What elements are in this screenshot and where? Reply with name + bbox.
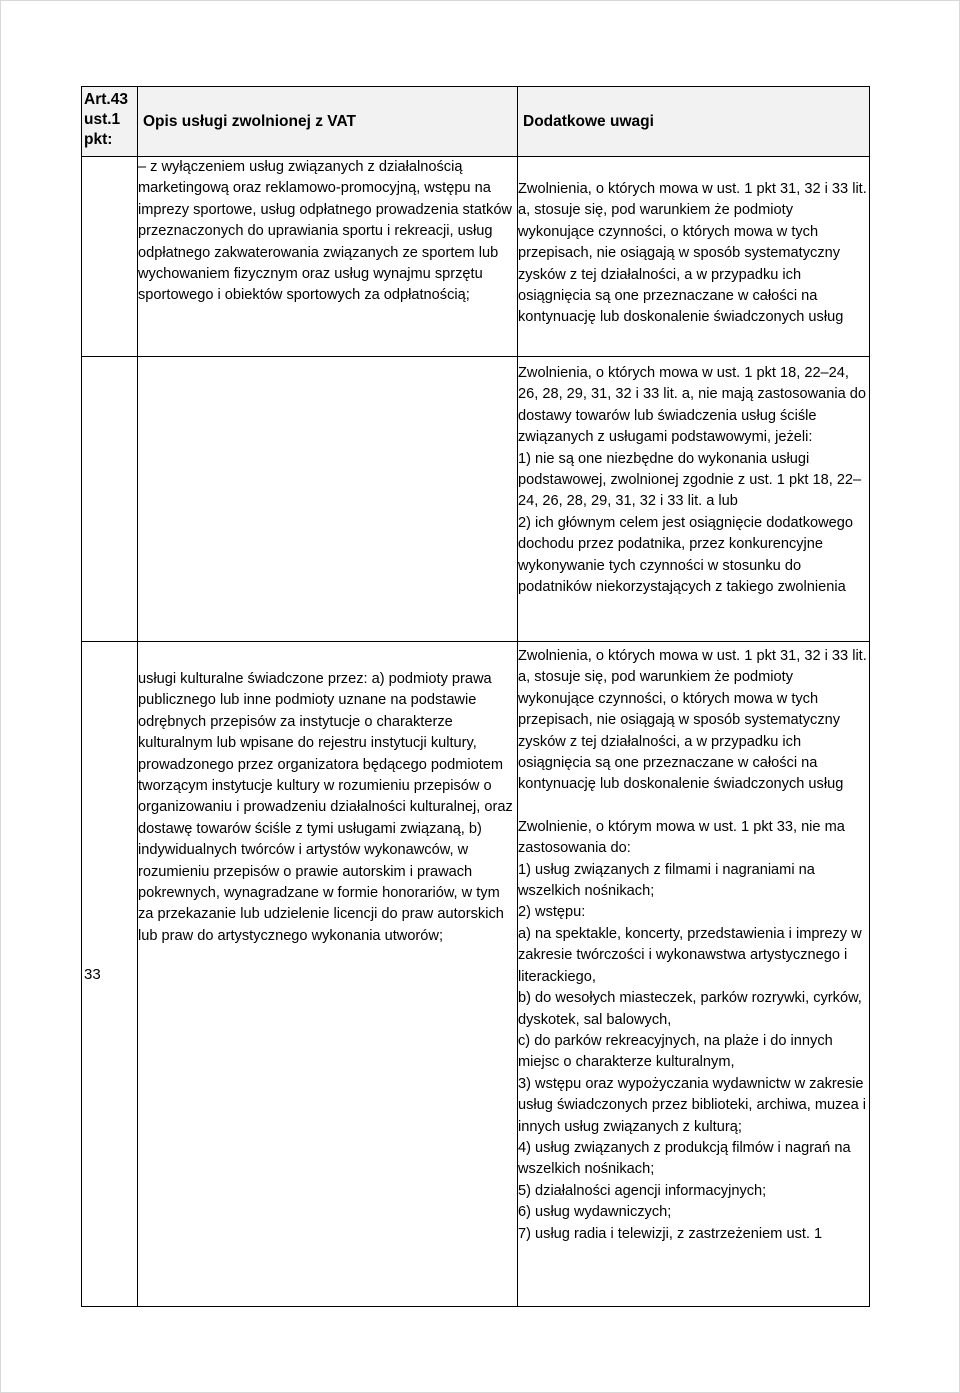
- note-line: Zwolnienia, o których mowa w ust. 1 pkt 18, 22–24, 26, 28, 29, 31, 32 i 33 lit. a, nie mają zastosowania do dostawy towarów lub świadczenia usług ściśle związanych z usługami podstawowymi, jeżeli:: [518, 365, 867, 446]
- table-row: [82, 357, 870, 642]
- header-description-column: Opis usługi zwolnionej z VAT: [138, 87, 518, 157]
- note-line: 3) wstępu oraz wypożyczania wydawnictw w zakresie usług świadczonych przez biblioteki, archiwa, muzea i innych usług związanych z kulturą;: [518, 1075, 866, 1135]
- description-text: – z wyłączeniem usług związanych z działalnością marketingową oraz reklamowo-promocyjną, wstępu na imprezy sportowe, usług odpłatnego prowadzenia statków przeznaczonych do uprawiania sportu i rekreacji, usług odpłatnego zakwaterowania związanych ze sportem lub wychowaniem fizycznym oraz usług wynajmu sprzętu sportowego i obiektów sportowych za odpłatnością;: [138, 159, 512, 304]
- note-line: 7) usług radia i telewizji, z zastrzeżeniem ust. 1: [518, 1225, 823, 1242]
- row-number-cell: 33: [82, 642, 138, 1307]
- notes-cell: [518, 642, 870, 1307]
- note-line: 1) nie są one niezbędne do wykonania usługi podstawowej, zwolnionej zgodnie z ust. 1 pkt 18, 22–24, 26, 28, 29, 31, 32 i 33 lit. a lub: [518, 450, 862, 510]
- vat-exemption-table: [81, 86, 870, 1307]
- description-text: usługi kulturalne świadczone przez: a) podmioty prawa publicznego lub inne podmioty uznane na podstawie odrębnych przepisów za instytucje o charakterze kulturalnym lub wpisane do rejestru instytucji kultury, prowadzonego przez organizatora będącego podmiotem tworzącym instytucje kultury w rozumieniu przepisów o organizowaniu i prowadzeniu działalności kulturalnej, oraz dostawę towarów ściśle z tymi usługami związaną, b) indywidualnych twórców i artystów wykonawców, w rozumieniu przepisów o prawie autorskim i prawach pokrewnych, wynagradzane w formie honorariów, w tym za przekazanie lub udzielenie licencji do praw autorskich lub praw do artystycznego wykonania utworów;: [138, 671, 513, 944]
- table-row: [82, 642, 870, 1307]
- note-text: Zwolnienia, o których mowa w ust. 1 pkt 31, 32 i 33 lit. a, stosuje się, pod warunkiem że podmioty wykonujące czynności, o których mowa w tych przepisach, nie osiągają w sposób systematyczny zysków z tej działalności, a w przypadku ich osiągnięcia są one przeznaczane w całości na kontynuację lub doskonalenie świadczonych usług: [518, 648, 867, 793]
- table-header-row: [82, 87, 870, 157]
- header-notes-column: Dodatkowe uwagi: [518, 87, 870, 157]
- table-row: [82, 157, 870, 357]
- note-line: 4) usług związanych z produkcją filmów i nagrań na wszelkich nośnikach;: [518, 1139, 851, 1178]
- description-cell: [138, 642, 518, 1307]
- note-line: Zwolnienie, o którym mowa w ust. 1 pkt 33, nie ma zastosowania do:: [518, 818, 845, 857]
- note-text: Zwolnienia, o których mowa w ust. 1 pkt 31, 32 i 33 lit. a, stosuje się, pod warunkiem że podmioty wykonujące czynności, o których mowa w tych przepisach, nie osiągają w sposób systematyczny zysków z tej działalności, a w przypadku ich osiągnięcia są one przeznaczane w całości na kontynuację lub doskonalenie świadczonych usług: [518, 181, 867, 326]
- note-line: a) na spektakle, koncerty, przedstawienia i imprezy w zakresie twórczości i wykonawstwa artystycznego i literackiego,: [518, 925, 862, 985]
- note-line: 5) działalności agencji informacyjnych;: [518, 1182, 767, 1199]
- row-number-cell: [82, 357, 138, 642]
- note-line: c) do parków rekreacyjnych, na plaże i do innych miejsc o charakterze kulturalnym,: [518, 1032, 833, 1071]
- note-line: b) do wesołych miasteczek, parków rozrywki, cyrków, dyskotek, sal balowych,: [518, 990, 862, 1028]
- description-cell: [138, 157, 518, 357]
- description-cell: [138, 357, 518, 642]
- note-line: 6) usług wydawniczych;: [518, 1204, 672, 1221]
- row-number-cell: [82, 157, 138, 357]
- note-line: 2) ich głównym celem jest osiągnięcie dodatkowego dochodu przez podatnika, przez konkurencyjne wykonywanie tych czynności w stosunku do podatników niekorzystających z takiego zwolnienia: [518, 514, 854, 596]
- notes-cell: [518, 157, 870, 357]
- header-article-column: Art.43 ust.1 pkt:: [82, 87, 138, 157]
- notes-cell: [518, 357, 870, 642]
- note-line: 1) usług związanych z filmami i nagraniami na wszelkich nośnikach;: [518, 861, 815, 900]
- note-line: 2) wstępu:: [518, 904, 586, 921]
